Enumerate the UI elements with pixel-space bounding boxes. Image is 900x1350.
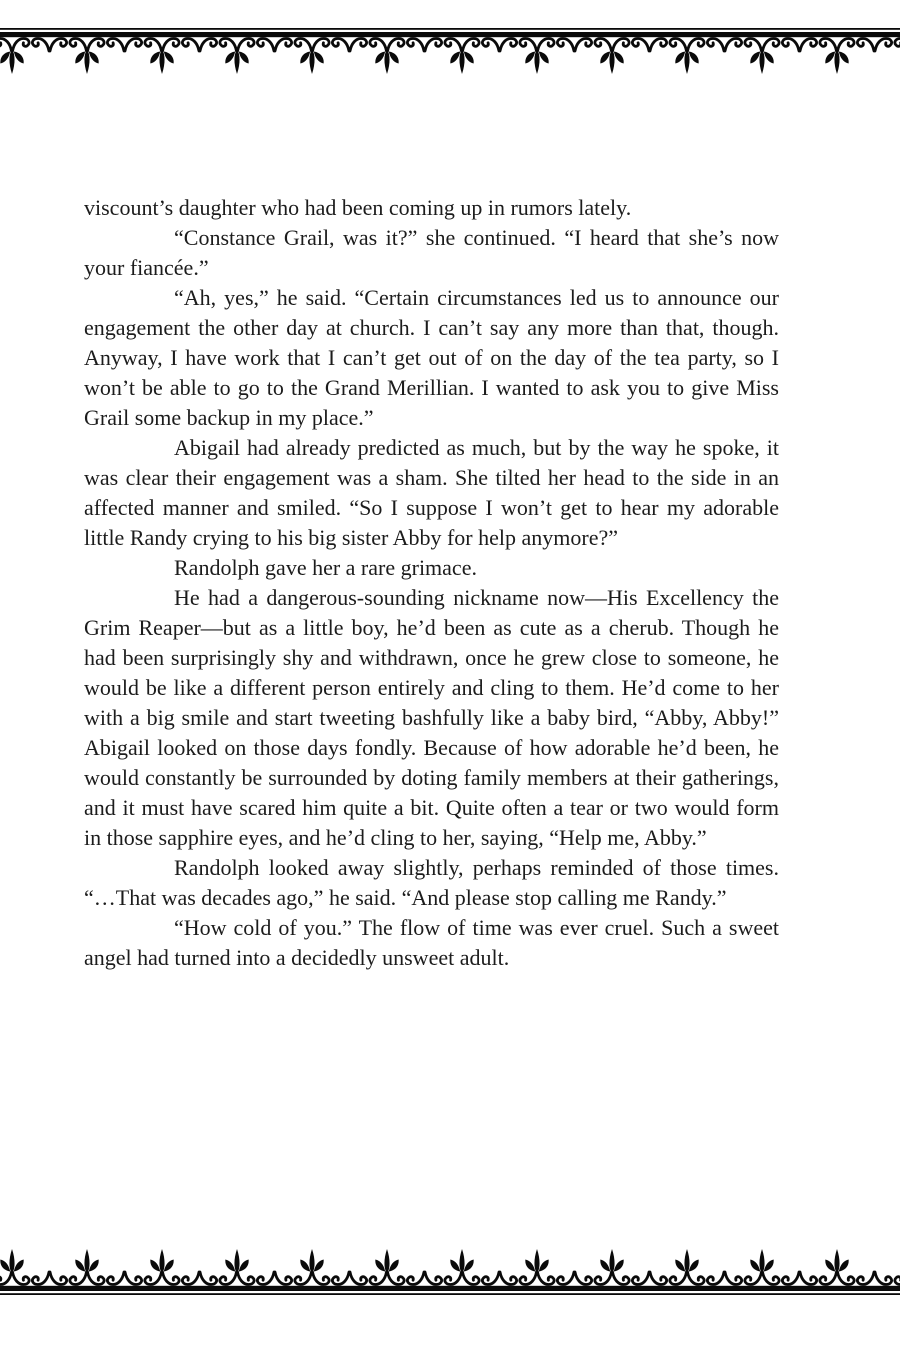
border-rule-thick bbox=[0, 32, 900, 37]
border-rule-thin bbox=[0, 1293, 900, 1295]
border-rule-thick bbox=[0, 1286, 900, 1291]
paragraph: He had a dangerous-sounding nickname now—His Excellency the Grim Reaper—but as a little boy, he’d been as cute as a cherub. Though he had been surprisingly shy and withdrawn, once he grew close to someone, he would be like a different person entirely and cling to them. He’d come to her with a big smile and start tweeting bashfully like a baby bird, “Abby, Abby!” Abigail looked on those days fondly. Because of how adorable he’d been, he would constantly be surrounded by doting family members at their gatherings, and it must have scared him quite a bit. Quite often a tear or two would form in those sapphire eyes, and he’d cling to her, saying, “Help me, Abby.” bbox=[84, 585, 779, 850]
paragraph: “Constance Grail, was it?” she continued. “I heard that she’s now your fiancée.” bbox=[84, 225, 779, 280]
paragraph: Randolph looked away slightly, perhaps reminded of those times. “…That was decades ago,” he said. “And please stop calling me Randy.” bbox=[84, 855, 779, 910]
border-rule-thin bbox=[0, 28, 900, 30]
paragraph: “How cold of you.” The flow of time was ever cruel. Such a sweet angel had turned into a decidedly unsweet adult. bbox=[84, 915, 779, 970]
paragraph: Abigail had already predicted as much, but by the way he spoke, it was clear their engagement was a sham. She tilted her head to the side in an affected manner and smiled. “So I suppose I won’t get to hear my adorable little Randy crying to his big sister Abby for help anymore?” bbox=[84, 435, 779, 550]
scroll-fleur-border-icon bbox=[0, 28, 900, 80]
paragraph: Randolph gave her a rare grimace. bbox=[174, 555, 477, 580]
scroll-fleur-border-icon bbox=[0, 1243, 900, 1295]
bottom-border-ornament bbox=[0, 1243, 900, 1295]
paragraph: viscount’s daughter who had been coming up in rumors lately. bbox=[84, 195, 632, 220]
paragraph: “Ah, yes,” he said. “Certain circumstances led us to announce our engagement the other day at church. I can’t say any more than that, though. Anyway, I have work that I can’t get out of on the day of the tea party, so I won’t be able to go to the Grand Merillian. I wanted to ask you to give Miss Grail some backup in my place.” bbox=[84, 285, 779, 430]
page-text-block bbox=[84, 193, 779, 973]
top-border-ornament bbox=[0, 28, 900, 80]
